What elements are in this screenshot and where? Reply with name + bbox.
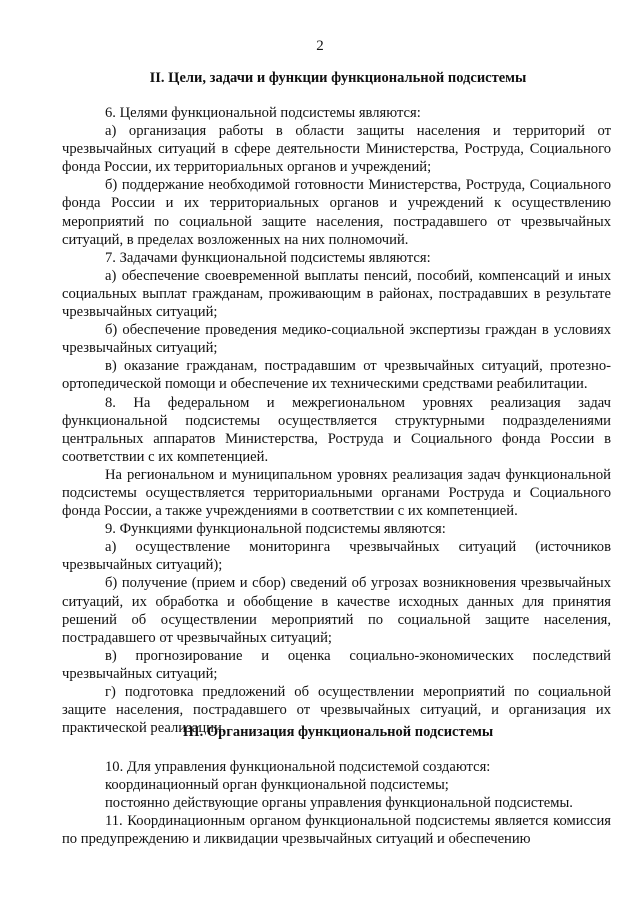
page-number: 2 <box>316 38 324 54</box>
paragraph: постоянно действующие органы управления функциональной подсистемы. <box>105 795 573 812</box>
paragraph: 7. Задачами функциональной подсистемы являются: <box>105 249 431 266</box>
paragraph: На региональном и муниципальном уровнях реализация задач функциональной подсистемы осуществляется территориальными органами Роструда и Социального фонда России, а также учреждениями в соответствии с их компетенцией. <box>62 466 611 520</box>
section-3-body <box>62 758 611 848</box>
paragraph: 10. Для управления функциональной подсистемой создаются: <box>105 759 491 775</box>
paragraph: 6. Целями функциональной подсистемы являются: <box>105 105 421 121</box>
paragraph: координационный орган функциональной подсистемы; <box>105 777 449 794</box>
section-3-heading: III. Организация функциональной подсистемы <box>182 724 494 740</box>
paragraph: а) обеспечение своевременной выплаты пенсий, пособий, компенсаций и иных социальных выплат гражданам, проживающим в районах, пострадавших в результате чрезвычайных ситуаций; <box>62 267 611 321</box>
paragraph: б) поддержание необходимой готовности Министерства, Роструда, Социального фонда России и их территориальных органов и учреждений к осуществлению мероприятий по социальной защите населения, пострадавшего от чрезвычайных ситуаций, в пределах возложенных на них полномочий. <box>62 177 611 248</box>
paragraph: в) прогнозирование и оценка социально-экономических последствий чрезвычайных ситуаций; <box>62 647 611 682</box>
paragraph: в) оказание гражданам, пострадавшим от чрезвычайных ситуаций, протезно-ортопедической помощи и обеспечение их техническими средствами реабилитации. <box>62 358 611 393</box>
paragraph: 9. Функциями функциональной подсистемы являются: <box>105 521 446 538</box>
paragraph: 8. На федеральном и межрегиональном уровнях реализация задач функциональной подсистемы осуществляется структурными подразделениями центральных аппаратов Министерства, Роструда и Социального фонда России в соответствии с их компетенцией. <box>62 394 611 465</box>
paragraph: б) получение (прием и сбор) сведений об угрозах возникновения чрезвычайных ситуаций, их обработка и обобщение в качестве исходных данных для принятия решений об осуществлении мероприятий по социальной защите населения, пострадавшего от чрезвычайных ситуаций; <box>62 575 611 646</box>
paragraph: а) организация работы в области защиты населения и территорий от чрезвычайных ситуаций в сфере деятельности Министерства, Роструда, Социального фонда России, их территориальных органов и учреждений; <box>62 123 611 176</box>
paragraph: 11. Координационным органом функциональной подсистемы является комиссия по предупреждению и ликвидации чрезвычайных ситуаций и обеспечению <box>62 813 611 848</box>
section-2-heading: II. Цели, задачи и функции функциональной подсистемы <box>149 70 527 86</box>
paragraph: б) обеспечение проведения медико-социальной экспертизы граждан в условиях чрезвычайных ситуаций; <box>62 322 611 357</box>
section-2-body <box>62 104 611 737</box>
paragraph: г) подготовка предложений об осуществлении мероприятий по социальной защите населения, пострадавшего от чрезвычайных ситуаций, и организация их практической реализации. <box>62 684 611 737</box>
paragraph: а) осуществление мониторинга чрезвычайных ситуаций (источников чрезвычайных ситуаций); <box>62 539 611 574</box>
